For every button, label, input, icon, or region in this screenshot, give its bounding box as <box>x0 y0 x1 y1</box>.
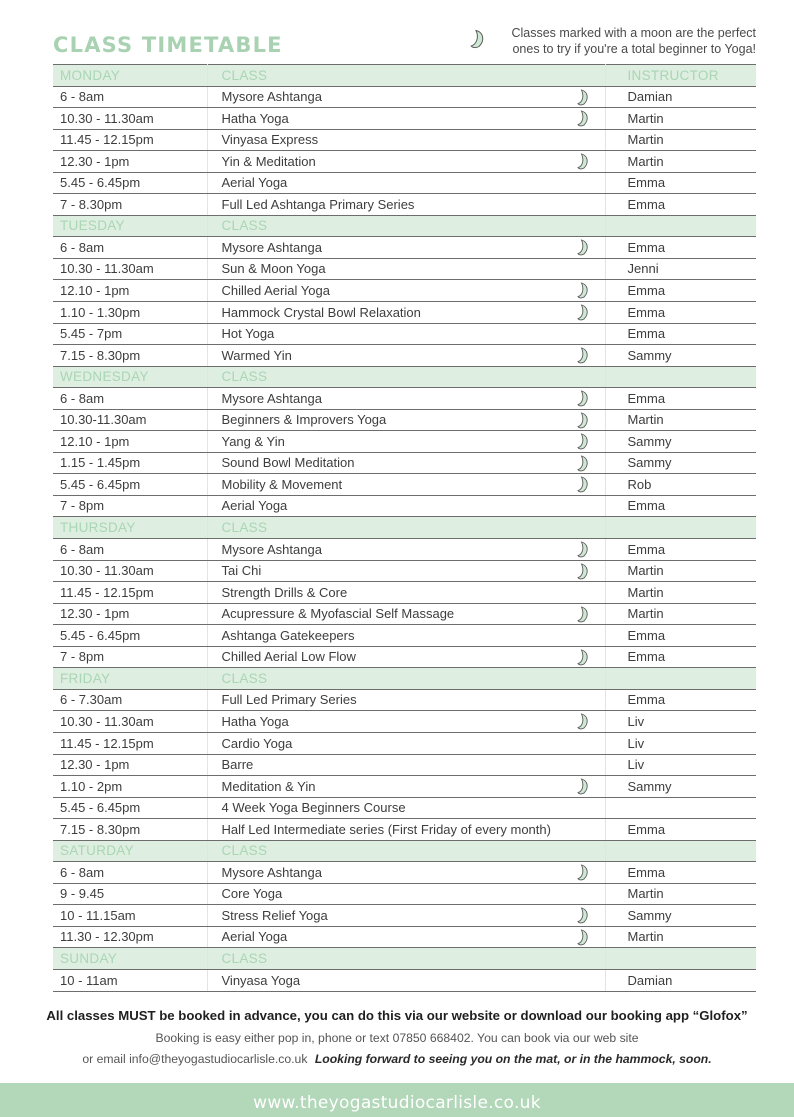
table-row <box>53 86 756 108</box>
class-time: 10 - 11.15am <box>53 905 207 927</box>
class-name-cell <box>207 409 605 431</box>
instructor-name: Emma <box>605 625 756 647</box>
table-row <box>53 237 756 259</box>
class-time: 7.15 - 8.30pm <box>53 345 207 367</box>
class-name: Vinyasa Yoga <box>221 972 301 988</box>
class-column-header: CLASS <box>207 517 605 539</box>
day-label: TUESDAY <box>53 215 207 237</box>
class-column-header: CLASS <box>207 65 605 87</box>
instructor-name: Emma <box>605 539 756 561</box>
instructor-column-header <box>605 840 756 862</box>
instructor-column-header <box>605 517 756 539</box>
class-time: 6 - 8am <box>53 388 207 410</box>
table-row <box>53 625 756 647</box>
class-name: Mysore Ashtanga <box>221 239 322 255</box>
class-name: Sun & Moon Yoga <box>221 261 326 277</box>
class-time: 11.45 - 12.15pm <box>53 582 207 604</box>
class-name-cell <box>207 732 605 754</box>
instructor-name: Emma <box>605 302 756 324</box>
class-column-header: CLASS <box>207 215 605 237</box>
table-row <box>53 172 756 194</box>
class-name: Yin & Meditation <box>221 153 316 169</box>
table-row <box>53 474 756 496</box>
day-label: WEDNESDAY <box>53 366 207 388</box>
class-name-cell <box>207 323 605 345</box>
class-time: 11.45 - 12.15pm <box>53 732 207 754</box>
instructor-name: Martin <box>605 108 756 130</box>
instructor-name: Emma <box>605 819 756 841</box>
class-name: Half Led Intermediate series (First Friday of every month) <box>221 821 551 837</box>
moon-icon <box>577 282 591 299</box>
instructor-name: Emma <box>605 194 756 216</box>
instructor-name: Emma <box>605 388 756 410</box>
class-column-header: CLASS <box>207 366 605 388</box>
instructor-name: Martin <box>605 151 756 173</box>
class-name: Beginners & Improvers Yoga <box>221 412 387 428</box>
moon-icon <box>577 864 591 881</box>
moon-icon <box>577 412 591 429</box>
class-name-cell <box>207 539 605 561</box>
class-name-cell <box>207 689 605 711</box>
moon-icon <box>577 606 591 623</box>
class-time: 10.30 - 11.30am <box>53 711 207 733</box>
class-name: Full Led Ashtanga Primary Series <box>221 196 415 212</box>
contact-info <box>0 1052 794 1066</box>
moon-icon <box>577 239 591 256</box>
class-time: 5.45 - 7pm <box>53 323 207 345</box>
instructor-name: Emma <box>605 237 756 259</box>
moon-icon <box>577 907 591 924</box>
day-header-row <box>53 215 756 237</box>
instructor-column-header <box>605 948 756 970</box>
class-time: 1.10 - 2pm <box>53 776 207 798</box>
moon-icon <box>577 713 591 730</box>
class-time: 7 - 8pm <box>53 495 207 517</box>
class-name: Aerial Yoga <box>221 175 288 191</box>
legend-text <box>491 25 756 57</box>
class-name: Ashtanga Gatekeepers <box>221 627 355 643</box>
legend-line-1: Classes marked with a moon are the perfect <box>511 26 756 40</box>
moon-icon <box>577 541 591 558</box>
day-header-row <box>53 840 756 862</box>
table-row <box>53 969 756 991</box>
class-column-header: CLASS <box>207 840 605 862</box>
moon-icon <box>577 390 591 407</box>
class-time: 6 - 8am <box>53 862 207 884</box>
table-row <box>53 711 756 733</box>
class-name-cell <box>207 646 605 668</box>
instructor-name: Emma <box>605 646 756 668</box>
class-name-cell <box>207 172 605 194</box>
class-name: Tai Chi <box>221 563 262 579</box>
class-name: Warmed Yin <box>221 347 292 363</box>
instructor-name: Sammy <box>605 905 756 927</box>
instructor-name: Liv <box>605 732 756 754</box>
class-time: 10.30 - 11.30am <box>53 108 207 130</box>
class-name: Hot Yoga <box>221 326 275 342</box>
class-time: 7 - 8pm <box>53 646 207 668</box>
moon-icon <box>577 649 591 666</box>
instructor-name: Emma <box>605 323 756 345</box>
class-time: 11.30 - 12.30pm <box>53 926 207 948</box>
class-name: Vinyasa Express <box>221 132 319 148</box>
class-time: 12.10 - 1pm <box>53 280 207 302</box>
instructor-name: Martin <box>605 926 756 948</box>
instructor-name: Martin <box>605 409 756 431</box>
class-name: Chilled Aerial Low Flow <box>221 649 356 665</box>
class-time: 9 - 9.45 <box>53 883 207 905</box>
table-row <box>53 409 756 431</box>
table-row <box>53 431 756 453</box>
class-name-cell <box>207 258 605 280</box>
class-name-cell <box>207 819 605 841</box>
class-name-cell <box>207 151 605 173</box>
table-row <box>53 689 756 711</box>
class-name-cell <box>207 776 605 798</box>
instructor-name: Emma <box>605 495 756 517</box>
table-row <box>53 883 756 905</box>
day-label: FRIDAY <box>53 668 207 690</box>
instructor-name: Emma <box>605 689 756 711</box>
email-text[interactable]: or email info@theyogastudiocarlisle.co.uk <box>82 1052 308 1066</box>
class-time: 5.45 - 6.45pm <box>53 625 207 647</box>
day-header-row <box>53 668 756 690</box>
table-row <box>53 539 756 561</box>
class-time: 12.30 - 1pm <box>53 151 207 173</box>
class-name: Hammock Crystal Bowl Relaxation <box>221 304 421 320</box>
instructor-name: Jenni <box>605 258 756 280</box>
day-label: THURSDAY <box>53 517 207 539</box>
class-name: Strength Drills & Core <box>221 584 348 600</box>
class-name: Hatha Yoga <box>221 713 289 729</box>
timetable-body <box>53 65 756 992</box>
table-row <box>53 797 756 819</box>
instructor-name: Damian <box>605 86 756 108</box>
class-name: Aerial Yoga <box>221 498 288 514</box>
class-name-cell <box>207 86 605 108</box>
website-link[interactable]: www.theyogastudiocarlisle.co.uk <box>253 1093 541 1113</box>
class-name-cell <box>207 603 605 625</box>
instructor-name: Sammy <box>605 452 756 474</box>
table-row <box>53 819 756 841</box>
day-header-row <box>53 65 756 87</box>
instructor-name: Martin <box>605 883 756 905</box>
day-label: SATURDAY <box>53 840 207 862</box>
day-label: SUNDAY <box>53 948 207 970</box>
moon-icon <box>577 304 591 321</box>
table-row <box>53 108 756 130</box>
moon-icon <box>577 347 591 364</box>
class-column-header: CLASS <box>207 948 605 970</box>
closing-message: Looking forward to seeing you on the mat, or in the hammock, soon. <box>314 1052 712 1066</box>
class-name-cell <box>207 345 605 367</box>
class-time: 1.15 - 1.45pm <box>53 452 207 474</box>
moon-icon <box>577 153 591 170</box>
table-row <box>53 732 756 754</box>
moon-icon <box>577 563 591 580</box>
class-name-cell <box>207 280 605 302</box>
instructor-name: Damian <box>605 969 756 991</box>
instructor-name <box>605 797 756 819</box>
legend-line-2: ones to try if you're a total beginner to Yoga! <box>512 42 756 56</box>
table-row <box>53 129 756 151</box>
class-time: 10.30 - 11.30am <box>53 560 207 582</box>
class-name-cell <box>207 625 605 647</box>
table-row <box>53 926 756 948</box>
class-name: Mysore Ashtanga <box>221 390 322 406</box>
table-row <box>53 323 756 345</box>
class-name-cell <box>207 969 605 991</box>
table-row <box>53 582 756 604</box>
table-row <box>53 302 756 324</box>
class-name: Sound Bowl Meditation <box>221 455 355 471</box>
class-column-header: CLASS <box>207 668 605 690</box>
class-time: 10 - 11am <box>53 969 207 991</box>
table-row <box>53 862 756 884</box>
moon-icon <box>577 455 591 472</box>
instructor-column-header <box>605 668 756 690</box>
class-name: Mysore Ashtanga <box>221 89 322 105</box>
table-row <box>53 388 756 410</box>
class-name: Yang & Yin <box>221 433 285 449</box>
table-row <box>53 646 756 668</box>
class-time: 12.30 - 1pm <box>53 754 207 776</box>
instructor-name: Sammy <box>605 431 756 453</box>
class-name: Acupressure & Myofascial Self Massage <box>221 606 455 622</box>
class-time: 10.30 - 11.30am <box>53 258 207 280</box>
table-row <box>53 560 756 582</box>
class-name: Mysore Ashtanga <box>221 541 322 557</box>
class-name: Hatha Yoga <box>221 110 289 126</box>
instructor-name: Martin <box>605 582 756 604</box>
instructor-name: Liv <box>605 711 756 733</box>
class-time: 5.45 - 6.45pm <box>53 797 207 819</box>
beginner-legend <box>470 25 760 61</box>
class-time: 7 - 8.30pm <box>53 194 207 216</box>
timetable <box>53 64 756 992</box>
class-name-cell <box>207 237 605 259</box>
moon-icon <box>577 929 591 946</box>
class-name-cell <box>207 883 605 905</box>
class-name-cell <box>207 862 605 884</box>
instructor-name: Emma <box>605 172 756 194</box>
instructor-name: Rob <box>605 474 756 496</box>
class-name-cell <box>207 108 605 130</box>
table-row <box>53 603 756 625</box>
class-time: 7.15 - 8.30pm <box>53 819 207 841</box>
class-name: Stress Relief Yoga <box>221 907 328 923</box>
table-row <box>53 280 756 302</box>
class-name: Mobility & Movement <box>221 476 343 492</box>
table-row <box>53 452 756 474</box>
class-time: 12.30 - 1pm <box>53 603 207 625</box>
class-name-cell <box>207 711 605 733</box>
moon-icon <box>577 476 591 493</box>
instructor-name: Sammy <box>605 776 756 798</box>
booking-info: Booking is easy either pop in, phone or text 07850 668402. You can book via our web site <box>155 1031 639 1045</box>
moon-icon <box>577 89 591 106</box>
class-time: 6 - 7.30am <box>53 689 207 711</box>
instructor-column-header <box>605 366 756 388</box>
class-time: 6 - 8am <box>53 86 207 108</box>
class-time: 1.10 - 1.30pm <box>53 302 207 324</box>
class-name: Full Led Primary Series <box>221 692 357 708</box>
class-time: 6 - 8am <box>53 237 207 259</box>
instructor-column-header: INSTRUCTOR <box>605 65 756 87</box>
day-header-row <box>53 517 756 539</box>
class-name: Meditation & Yin <box>221 778 316 794</box>
class-name-cell <box>207 905 605 927</box>
instructor-name: Sammy <box>605 345 756 367</box>
class-name: Aerial Yoga <box>221 929 288 945</box>
class-name-cell <box>207 474 605 496</box>
table-row <box>53 258 756 280</box>
day-header-row <box>53 948 756 970</box>
class-time: 6 - 8am <box>53 539 207 561</box>
class-name-cell <box>207 495 605 517</box>
class-name-cell <box>207 582 605 604</box>
table-row <box>53 151 756 173</box>
class-name-cell <box>207 302 605 324</box>
class-name-cell <box>207 452 605 474</box>
class-name: Chilled Aerial Yoga <box>221 283 330 299</box>
instructor-name: Liv <box>605 754 756 776</box>
class-name: Mysore Ashtanga <box>221 864 322 880</box>
class-time: 5.45 - 6.45pm <box>53 474 207 496</box>
day-label: MONDAY <box>53 65 207 87</box>
class-name-cell <box>207 431 605 453</box>
table-row <box>53 905 756 927</box>
class-time: 5.45 - 6.45pm <box>53 172 207 194</box>
table-row <box>53 495 756 517</box>
table-row <box>53 194 756 216</box>
class-name: Barre <box>221 757 254 773</box>
page-title: CLASS TIMETABLE <box>53 33 283 57</box>
instructor-name: Martin <box>605 560 756 582</box>
booking-notice: All classes MUST be booked in advance, you can do this via our website or download our booking app “Glofox” <box>46 1008 748 1023</box>
class-time: 11.45 - 12.15pm <box>53 129 207 151</box>
moon-icon <box>470 29 488 54</box>
day-header-row <box>53 366 756 388</box>
class-name-cell <box>207 926 605 948</box>
instructor-column-header <box>605 215 756 237</box>
moon-icon <box>577 110 591 127</box>
instructor-name: Emma <box>605 862 756 884</box>
moon-icon <box>577 433 591 450</box>
instructor-name: Emma <box>605 280 756 302</box>
class-name-cell <box>207 388 605 410</box>
instructor-name: Martin <box>605 129 756 151</box>
class-name: Cardio Yoga <box>221 735 293 751</box>
class-time: 10.30-11.30am <box>53 409 207 431</box>
moon-icon <box>577 778 591 795</box>
class-time: 12.10 - 1pm <box>53 431 207 453</box>
class-name-cell <box>207 194 605 216</box>
class-name-cell <box>207 754 605 776</box>
table-row <box>53 754 756 776</box>
instructor-name: Martin <box>605 603 756 625</box>
class-name-cell <box>207 129 605 151</box>
class-name: 4 Week Yoga Beginners Course <box>221 800 406 816</box>
class-name-cell <box>207 797 605 819</box>
class-name-cell <box>207 560 605 582</box>
table-row <box>53 776 756 798</box>
table-row <box>53 345 756 367</box>
class-name: Core Yoga <box>221 886 283 902</box>
